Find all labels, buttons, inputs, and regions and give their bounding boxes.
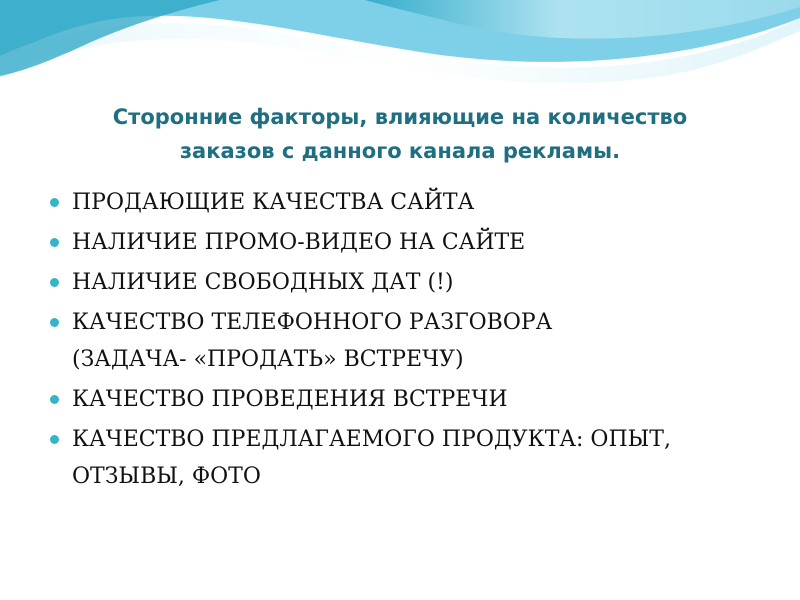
factor-text: ПРОДАЮЩИЕ КАЧЕСТВА САЙТА [72, 190, 475, 215]
factor-list-item [48, 381, 778, 418]
slide-title [40, 100, 760, 168]
bullet-icon [50, 278, 59, 287]
factor-text: НАЛИЧИЕ СВОБОДНЫХ ДАТ (!) [72, 270, 454, 295]
factors-list [48, 184, 778, 498]
factor-list-item [48, 224, 778, 261]
slide-title-line: заказов с данного канала рекламы. [179, 139, 621, 164]
bullet-icon [50, 435, 59, 444]
factor-text-line-1: КАЧЕСТВО ТЕЛЕФОННОГО РАЗГОВОРА [72, 310, 553, 335]
factor-text: КАЧЕСТВО ПРОВЕДЕНИЯ ВСТРЕЧИ [72, 387, 508, 412]
factor-list-item [48, 264, 778, 301]
factor-text: НАЛИЧИЕ ПРОМО-ВИДЕО НА САЙТЕ [72, 230, 526, 255]
bullet-icon [50, 395, 59, 404]
bullet-icon [50, 238, 59, 247]
bullet-icon [50, 198, 59, 207]
factor-text-line-2: (ЗАДАЧА- «ПРОДАТЬ» ВСТРЕЧУ) [72, 347, 464, 372]
factor-text-line-1: КАЧЕСТВО ПРЕДЛАГАЕМОГО ПРОДУКТА: ОПЫТ, [72, 427, 671, 452]
factor-list-item [48, 184, 778, 221]
factor-list-item [48, 421, 778, 495]
bullet-icon [50, 318, 59, 327]
factor-list-item [48, 304, 778, 378]
factor-text-line-2: ОТЗЫВЫ, ФОТО [72, 464, 261, 489]
decorative-wave-header [0, 0, 800, 110]
slide-title-line: Сторонние факторы, влияющие на количество [112, 105, 688, 130]
